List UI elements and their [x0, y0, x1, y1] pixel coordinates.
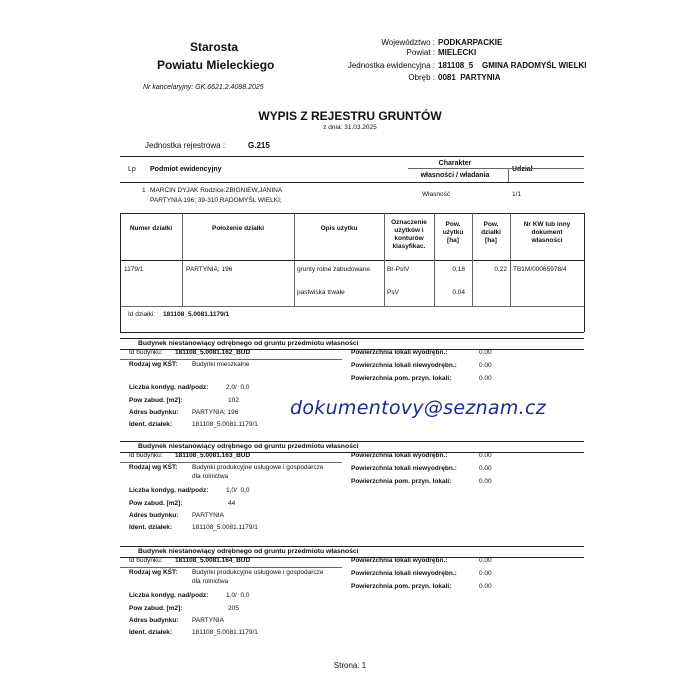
parcel-location: PARTYNIA; 196 [186, 266, 233, 273]
h-class-2: użytków i [394, 227, 424, 234]
building-l3-value: 0.00 [479, 375, 492, 382]
building-id-value: 181108_5.0081.164_BUD [175, 557, 251, 564]
building-floors-value: 2,0/ 0,0 [226, 384, 250, 391]
building-kst-line2: dla rolnictwa [192, 473, 229, 480]
building-address-value: PARTYNIA [192, 617, 224, 624]
reference-number [143, 84, 264, 91]
building-kst-label: Rodzaj wg KŚT: [129, 569, 178, 576]
voivodeship-label: Województwo : [381, 38, 435, 47]
col-lp: Lp [128, 166, 136, 173]
h-area-parcel [473, 221, 509, 245]
building-l2-label: Powierzchnia lokali niewyodrębn.: [351, 465, 457, 472]
registry-label: Jednostka rejestrowa : [145, 141, 226, 150]
col-share: Udział [512, 166, 533, 173]
building-l3-label: Powierzchnia pom. przyn. lokali: [351, 375, 452, 382]
col-character: Charakter [438, 160, 472, 167]
building-id-label: Id budynku: [129, 557, 163, 564]
use-class-1: Br-PsIV [387, 266, 410, 273]
col-subject: Podmiot ewidencyjny [150, 166, 222, 173]
building-l3-label: Powierzchnia pom. przyn. lokali: [351, 478, 452, 485]
document-date: z dnia: 31.03.2025 [323, 124, 377, 131]
building-area-value: 102 [228, 397, 239, 404]
building-kst-line1: Budynki produkcyjne usługowe i gospodarcze [192, 464, 324, 471]
h-use: Opis użytku [320, 225, 358, 232]
building-kst-label: Rodzaj wg KŚT: [129, 464, 178, 471]
building-area-value: 205 [228, 605, 239, 612]
building-l1-label: Powierzchnia lokali wyodrębn.: [351, 452, 448, 459]
building-l2-value: 0.00 [479, 362, 492, 369]
h-location: Położenie działki [211, 225, 264, 232]
use-desc-2: pastwiska trwałe [297, 289, 345, 296]
h-class [385, 219, 433, 251]
col-character-2: własności / władania [420, 172, 490, 179]
building-parcel-value: 181108_5.0081.1179/1 [192, 629, 258, 636]
building-l1-value: 0.00 [479, 557, 492, 564]
h-number: Numer działki [129, 225, 173, 232]
precinct-value: 0081 PARTYNIA [438, 73, 501, 82]
building-l3-value: 0.00 [479, 583, 492, 590]
county-value: MIELECKI [438, 48, 477, 57]
page-number: Strona: 1 [333, 661, 367, 670]
building-parcel-label: Ident. działek: [129, 629, 172, 636]
h-kw-3: własności [531, 237, 563, 244]
building-kst-line1: Budynki produkcyjne usługowe i gospodarcze [192, 569, 324, 576]
building-l3-value: 0.00 [479, 478, 492, 485]
h-area-use [435, 221, 471, 245]
h-class-1: Oznaczenie [391, 219, 427, 226]
unit-value: 181108_5 GMINA RADOMYŚL WIELKI [438, 61, 587, 70]
building-l1-value: 0.00 [479, 452, 492, 459]
h-kw-2: dokument [531, 229, 563, 236]
owner-subject-line2: PARTYNIA 196; 39-310 RADOMYŚL WIELKI; [150, 197, 282, 204]
use-area-2: 0,04 [452, 289, 465, 296]
registry-value: G.215 [248, 141, 270, 150]
building-kst-line2: dla rolnictwa [192, 578, 229, 585]
building-floors-value: 1,0/ 0,0 [226, 487, 250, 494]
document-title: WYPIS Z REJESTRU GRUNTÓW [258, 109, 442, 123]
county-label: Powiat : [406, 48, 435, 57]
use-area-1: 0,18 [452, 266, 465, 273]
reference-label: Nr kancelaryjny: [143, 84, 194, 91]
precinct-label: Obręb : [408, 73, 435, 82]
building-kst-label: Rodzaj wg KŚT: [129, 361, 178, 368]
h-area-parcel-2: działki [481, 229, 501, 236]
owner-character: Własność [422, 191, 451, 198]
building-header-text: Budynek niestanowiący odrębnego od gruntu przedmiotu własności [138, 443, 359, 450]
building-floors-label: Liczba kondyg. nad/podz: [129, 592, 209, 599]
building-parcel-label: Ident. działek: [129, 524, 172, 531]
owner-lp: 1 [142, 187, 146, 194]
building-l1-value: 0.00 [479, 349, 492, 356]
h-kw [511, 221, 583, 245]
building-header-text: Budynek niestanowiący odrębnego od gruntu przedmiotu własności [138, 548, 359, 555]
h-area-use-1: Pow. [445, 221, 461, 228]
building-id-label: Id budynku: [129, 452, 163, 459]
parcel-id-value: 181108_5.0081.1179/1 [163, 311, 230, 318]
h-class-3: konturów [394, 235, 424, 242]
building-id-value: 181108_5.0081.162_BUD [175, 349, 251, 356]
h-area-parcel-1: Pow. [483, 221, 499, 228]
h-kw-1: Nr KW lub inny [523, 221, 571, 228]
building-area-value: 44 [228, 500, 236, 507]
building-parcel-value: 181108_5.0081.1179/1 [192, 524, 258, 531]
building-address-label: Adres budynku: [129, 512, 179, 519]
building-address-value: PARTYNIA [192, 512, 224, 519]
use-class-2: PsV [387, 289, 399, 296]
unit-label: Jednostka ewidencyjna : [347, 61, 435, 70]
building-l2-label: Powierzchnia lokali niewyodrębn.: [351, 570, 457, 577]
building-l2-label: Powierzchnia lokali niewyodrębn.: [351, 362, 457, 369]
h-area-parcel-3: [ha] [485, 237, 497, 244]
building-l1-label: Powierzchnia lokali wyodrębn.: [351, 349, 448, 356]
building-address-label: Adres budynku: [129, 409, 179, 416]
parcel-id-label: Id działki: [128, 311, 156, 318]
building-header-text: Budynek niestanowiący odrębnego od gruntu przedmiotu własności [138, 340, 359, 347]
building-floors-label: Liczba kondyg. nad/podz: [129, 487, 209, 494]
building-l2-value: 0.00 [479, 465, 492, 472]
building-address-label: Adres budynku: [129, 617, 179, 624]
building-l3-label: Powierzchnia pom. przyn. lokali: [351, 583, 452, 590]
building-area-label: Pow zabud. [m2]: [129, 500, 183, 507]
building-kst-line1: Budynki mieszkalne [192, 361, 250, 368]
building-floors-value: 1,0/ 0,0 [226, 592, 250, 599]
building-parcel-label: Ident. działek: [129, 421, 172, 428]
building-area-label: Pow zabud. [m2]: [129, 605, 183, 612]
handwritten-email: dokumentovy@seznam.cz [290, 397, 547, 419]
building-address-value: PARTYNIA; 196 [192, 409, 239, 416]
voivodeship-value: PODKARPACKIE [438, 38, 503, 47]
owner-share: 1/1 [512, 191, 522, 198]
h-area-use-2: użytku [442, 229, 464, 236]
authority-line2: Powiatu Mieleckiego [157, 58, 275, 72]
building-id-label: Id budynku: [129, 349, 163, 356]
building-l1-label: Powierzchnia lokali wyodrębn.: [351, 557, 448, 564]
reference-value: GK.6621.2.4098.2025 [195, 84, 264, 91]
building-id-value: 181108_5.0081.163_BUD [175, 452, 251, 459]
building-parcel-value: 181108_5.0081.1179/1 [192, 421, 258, 428]
h-class-4: klasyfikac. [392, 243, 426, 250]
building-area-label: Pow zabud. [m2]: [129, 397, 183, 404]
parcel-number: 1179/1 [124, 266, 144, 273]
use-desc-1: grunty rolne zabudowane [297, 266, 370, 273]
parcel-kw: TB1M/00065978/4 [513, 266, 567, 273]
parcel-area: 0,22 [494, 266, 507, 273]
authority-line1: Starosta [190, 40, 239, 54]
h-area-use-3: [ha] [447, 237, 459, 244]
owner-subject-line1: MARCIN DYJAK Rodzice:ZBIGNIEW,JANINA [150, 187, 283, 194]
building-floors-label: Liczba kondyg. nad/podz: [129, 384, 209, 391]
building-l2-value: 0.00 [479, 570, 492, 577]
